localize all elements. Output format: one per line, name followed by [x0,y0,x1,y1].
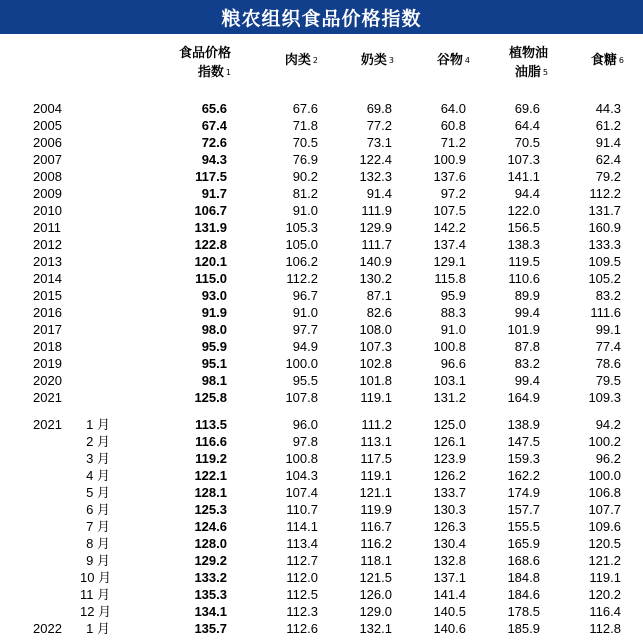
dairy-cell: 119.9 [360,502,392,517]
cereals-cell: 97.2 [440,186,466,201]
dairy-cell: 121.5 [359,570,392,585]
dairy-cell: 73.1 [366,135,392,150]
year-cell: 2005 [33,118,62,133]
food-index-cell: 122.1 [194,468,227,483]
month-cell: 2 月 [86,434,110,449]
cereals-cell: 103.1 [433,373,466,388]
year-cell: 2011 [33,220,61,235]
sugar-cell: 78.6 [595,356,621,371]
year-cell: 2019 [33,356,62,371]
table-row [0,535,643,552]
meat-cell: 105.0 [285,237,318,252]
dairy-cell: 140.9 [359,254,392,269]
food-index-cell: 95.1 [201,356,227,371]
year-cell: 2015 [33,288,62,303]
year-cell: 2008 [33,169,62,184]
oils-cell: 174.9 [507,485,540,500]
meat-cell: 107.8 [285,390,318,405]
table-row [0,467,643,484]
cereals-cell: 71.2 [440,135,466,150]
sugar-cell: 111.6 [590,305,621,320]
food-index-cell: 119.2 [195,451,227,466]
meat-cell: 107.4 [285,485,318,500]
oils-cell: 107.3 [507,152,540,167]
dairy-cell: 121.1 [359,485,392,500]
cereals-cell: 64.0 [440,101,466,116]
meat-cell: 67.6 [292,101,318,116]
month-cell: 10 月 [80,570,112,585]
cereals-cell: 131.2 [433,390,466,405]
header-oils-line1: 植物油 [508,46,548,61]
dairy-cell: 130.2 [359,271,392,286]
month-cell: 4 月 [86,468,110,483]
year-cell: 2009 [33,186,62,201]
dairy-cell: 111.2 [361,417,392,432]
meat-cell: 112.0 [286,570,318,585]
cereals-cell: 126.1 [433,434,466,449]
dairy-cell: 122.4 [359,152,392,167]
header-dairy-label: 奶类 [360,53,387,68]
footnote-marker: 6 [618,56,624,65]
sugar-cell: 91.4 [595,135,621,150]
oils-cell: 101.9 [507,322,540,337]
oils-cell: 99.4 [514,305,540,320]
meat-cell: 106.2 [285,254,318,269]
table-row [0,185,643,202]
sugar-cell: 120.2 [588,587,621,602]
header-meat-label: 肉类 [284,53,311,68]
sugar-cell: 94.2 [595,417,621,432]
oils-cell: 184.6 [507,587,540,602]
header-food-index-line1: 食品价格 [178,46,231,61]
oils-cell: 162.2 [507,468,540,483]
dairy-cell: 111.9 [361,203,392,218]
sugar-cell: 121.2 [588,553,621,568]
oils-cell: 155.5 [507,519,540,534]
meat-cell: 104.3 [285,468,318,483]
meat-cell: 112.2 [286,271,318,286]
meat-cell: 113.4 [286,536,318,551]
cereals-cell: 140.6 [433,621,466,636]
oils-cell: 138.9 [507,417,540,432]
month-cell: 1 月 [86,417,110,432]
table-row [0,518,643,535]
header-sugar-label: 食糖 [590,53,617,68]
cereals-cell: 91.0 [440,322,466,337]
dairy-cell: 107.3 [359,339,392,354]
cereals-cell: 100.9 [433,152,466,167]
meat-cell: 91.0 [292,305,318,320]
table-row [0,287,643,304]
year-cell: 2020 [33,373,62,388]
meat-cell: 76.9 [292,152,318,167]
food-index-cell: 94.3 [201,152,227,167]
food-index-cell: 72.6 [201,135,227,150]
month-cell: 11 月 [80,587,111,602]
sugar-cell: 131.7 [588,203,621,218]
meat-cell: 100.8 [285,451,318,466]
oils-cell: 178.5 [507,604,540,619]
oils-cell: 70.5 [514,135,540,150]
oils-cell: 69.6 [514,101,540,116]
sugar-cell: 112.2 [589,186,621,201]
table-row [0,100,643,117]
sugar-cell: 112.8 [589,621,621,636]
sugar-cell: 105.2 [588,271,621,286]
food-index-cell: 124.6 [194,519,227,534]
oils-cell: 110.6 [508,271,540,286]
month-cell: 6 月 [86,502,110,517]
footnote-marker: 1 [225,68,231,77]
meat-cell: 96.0 [292,417,318,432]
table-row [0,484,643,501]
year-cell: 2021 [33,390,62,405]
page-title: 粮农组织食品价格指数 [0,0,643,34]
cereals-cell: 125.0 [433,417,466,432]
oils-cell: 156.5 [507,220,540,235]
oils-cell: 119.5 [508,254,540,269]
dairy-cell: 102.8 [359,356,392,371]
oils-cell: 185.9 [507,621,540,636]
sugar-cell: 100.0 [588,468,621,483]
food-index-cell: 113.5 [195,417,227,432]
dairy-cell: 117.5 [360,451,392,466]
dairy-cell: 129.0 [359,604,392,619]
oils-cell: 89.9 [514,288,540,303]
food-index-cell: 115.0 [195,271,227,286]
table-row [0,202,643,219]
oils-cell: 184.8 [507,570,540,585]
sugar-cell: 109.3 [588,390,621,405]
year-cell: 2013 [33,254,62,269]
table-row [0,603,643,620]
meat-cell: 81.2 [292,186,318,201]
table-row [0,151,643,168]
dairy-cell: 87.1 [366,288,392,303]
year-cell: 2018 [33,339,62,354]
oils-cell: 165.9 [507,536,540,551]
meat-cell: 114.1 [286,519,318,534]
sugar-cell: 107.7 [588,502,621,517]
oils-cell: 164.9 [507,390,540,405]
cereals-cell: 107.5 [433,203,466,218]
food-index-cell: 131.9 [194,220,227,235]
dairy-cell: 77.2 [366,118,392,133]
year-cell: 2004 [33,101,62,116]
table-row [0,338,643,355]
sugar-cell: 96.2 [595,451,621,466]
cereals-cell: 133.7 [433,485,466,500]
dairy-cell: 101.8 [359,373,392,388]
dairy-cell: 119.1 [360,390,392,405]
food-index-cell: 125.8 [194,390,227,405]
food-index-cell: 67.4 [201,118,227,133]
sugar-cell: 109.6 [588,519,621,534]
header-cereals-label: 谷物 [436,53,463,68]
food-index-cell: 122.8 [194,237,227,252]
meat-cell: 95.5 [292,373,318,388]
dairy-cell: 126.0 [359,587,392,602]
header-oils-label2: 油脂 [514,65,541,80]
dairy-cell: 129.9 [359,220,392,235]
sugar-cell: 100.2 [588,434,621,449]
cereals-cell: 115.8 [434,271,466,286]
table-row [0,569,643,586]
dairy-cell: 132.1 [359,621,392,636]
meat-cell: 112.3 [286,604,318,619]
year-cell: 2006 [33,135,62,150]
cereals-cell: 126.3 [433,519,466,534]
meat-cell: 97.7 [292,322,318,337]
table-row [0,236,643,253]
dairy-cell: 118.1 [360,553,392,568]
table-row [0,253,643,270]
food-index-cell: 91.9 [201,305,227,320]
oils-cell: 99.4 [514,373,540,388]
year-cell: 2012 [33,237,62,252]
table-row [0,321,643,338]
oils-cell: 147.5 [507,434,540,449]
table-row [0,270,643,287]
table-row [0,219,643,236]
food-index-cell: 98.0 [201,322,227,337]
sugar-cell: 61.2 [595,118,621,133]
meat-cell: 96.7 [292,288,318,303]
table-row [0,355,643,372]
food-index-cell: 120.1 [194,254,227,269]
oils-cell: 138.3 [507,237,540,252]
food-index-cell: 106.7 [194,203,227,218]
year-cell: 2010 [33,203,62,218]
footnote-marker: 2 [312,56,318,65]
table-row [0,620,643,637]
table-row [0,416,643,433]
sugar-cell: 62.4 [595,152,621,167]
sugar-cell: 106.8 [588,485,621,500]
cereals-cell: 130.3 [433,502,466,517]
dairy-cell: 116.2 [360,536,392,551]
header-food-index-label2: 指数 [197,65,224,80]
footnote-marker: 5 [542,68,548,77]
food-index-cell: 125.3 [194,502,227,517]
year-cell: 2022 [33,621,62,636]
footnote-marker: 4 [464,56,470,65]
month-cell: 1 月 [86,621,110,636]
table-row [0,304,643,321]
year-cell: 2017 [33,322,62,337]
cereals-cell: 132.8 [433,553,466,568]
dairy-cell: 91.4 [366,186,392,201]
food-index-cell: 93.0 [201,288,227,303]
dairy-cell: 116.7 [360,519,392,534]
dairy-cell: 108.0 [359,322,392,337]
cereals-cell: 100.8 [433,339,466,354]
month-cell: 12 月 [80,604,112,619]
dairy-cell: 132.3 [359,169,392,184]
table-row [0,501,643,518]
oils-cell: 83.2 [514,356,540,371]
dairy-cell: 82.6 [366,305,392,320]
sugar-cell: 99.1 [595,322,621,337]
oils-cell: 141.1 [507,169,540,184]
table-row [0,168,643,185]
table-row [0,134,643,151]
month-cell: 5 月 [86,485,110,500]
oils-cell: 159.3 [507,451,540,466]
year-cell: 2007 [33,152,62,167]
dairy-cell: 111.7 [361,237,392,252]
table-row [0,450,643,467]
food-index-cell: 129.2 [194,553,227,568]
food-index-cell: 133.2 [194,570,227,585]
year-cell: 2021 [33,417,62,432]
table-row [0,389,643,406]
meat-cell: 112.6 [286,621,318,636]
food-index-cell: 128.0 [194,536,227,551]
month-cell: 9 月 [86,553,110,568]
sugar-cell: 79.5 [595,373,621,388]
cereals-cell: 140.5 [433,604,466,619]
dairy-cell: 119.1 [360,468,392,483]
meat-cell: 71.8 [292,118,318,133]
meat-cell: 112.7 [286,553,318,568]
cereals-cell: 88.3 [440,305,466,320]
cereals-cell: 129.1 [433,254,466,269]
sugar-cell: 77.4 [595,339,621,354]
oils-cell: 64.4 [514,118,540,133]
sugar-cell: 109.5 [588,254,621,269]
cereals-cell: 137.4 [433,237,466,252]
food-index-cell: 116.6 [195,434,227,449]
sugar-cell: 119.1 [589,570,621,585]
food-index-cell: 95.9 [201,339,227,354]
food-index-cell: 98.1 [201,373,227,388]
cereals-cell: 130.4 [433,536,466,551]
table-row [0,552,643,569]
meat-cell: 91.0 [292,203,318,218]
oils-cell: 122.0 [507,203,540,218]
food-index-cell: 91.7 [201,186,227,201]
sugar-cell: 44.3 [595,101,621,116]
food-index-cell: 65.6 [201,101,227,116]
sugar-cell: 120.5 [588,536,621,551]
sugar-cell: 79.2 [595,169,621,184]
table-row [0,117,643,134]
cereals-cell: 96.6 [440,356,466,371]
table-row [0,586,643,603]
cereals-cell: 95.9 [440,288,466,303]
oils-cell: 94.4 [514,186,540,201]
meat-cell: 100.0 [285,356,318,371]
meat-cell: 112.5 [286,587,318,602]
table-row [0,372,643,389]
footnote-marker: 3 [388,56,394,65]
food-index-cell: 134.1 [194,604,227,619]
oils-cell: 168.6 [507,553,540,568]
table-row [0,433,643,450]
food-index-cell: 117.5 [195,169,227,184]
oils-cell: 157.7 [507,502,540,517]
dairy-cell: 113.1 [360,434,392,449]
cereals-cell: 123.9 [433,451,466,466]
cereals-cell: 126.2 [433,468,466,483]
food-index-cell: 135.3 [194,587,227,602]
oils-cell: 87.8 [514,339,540,354]
month-cell: 7 月 [86,519,110,534]
year-cell: 2014 [33,271,62,286]
dairy-cell: 69.8 [366,101,392,116]
sugar-cell: 160.9 [588,220,621,235]
meat-cell: 105.3 [285,220,318,235]
month-cell: 8 月 [86,536,110,551]
cereals-cell: 141.4 [433,587,466,602]
cereals-cell: 137.1 [433,570,466,585]
cereals-cell: 60.8 [440,118,466,133]
meat-cell: 97.8 [292,434,318,449]
sugar-cell: 83.2 [595,288,621,303]
cereals-cell: 142.2 [433,220,466,235]
meat-cell: 70.5 [292,135,318,150]
sugar-cell: 116.4 [589,604,621,619]
meat-cell: 90.2 [292,169,318,184]
food-index-cell: 135.7 [194,621,227,636]
meat-cell: 94.9 [292,339,318,354]
month-cell: 3 月 [86,451,110,466]
meat-cell: 110.7 [286,502,318,517]
cereals-cell: 137.6 [433,169,466,184]
year-cell: 2016 [33,305,62,320]
sugar-cell: 133.3 [588,237,621,252]
food-index-cell: 128.1 [194,485,227,500]
